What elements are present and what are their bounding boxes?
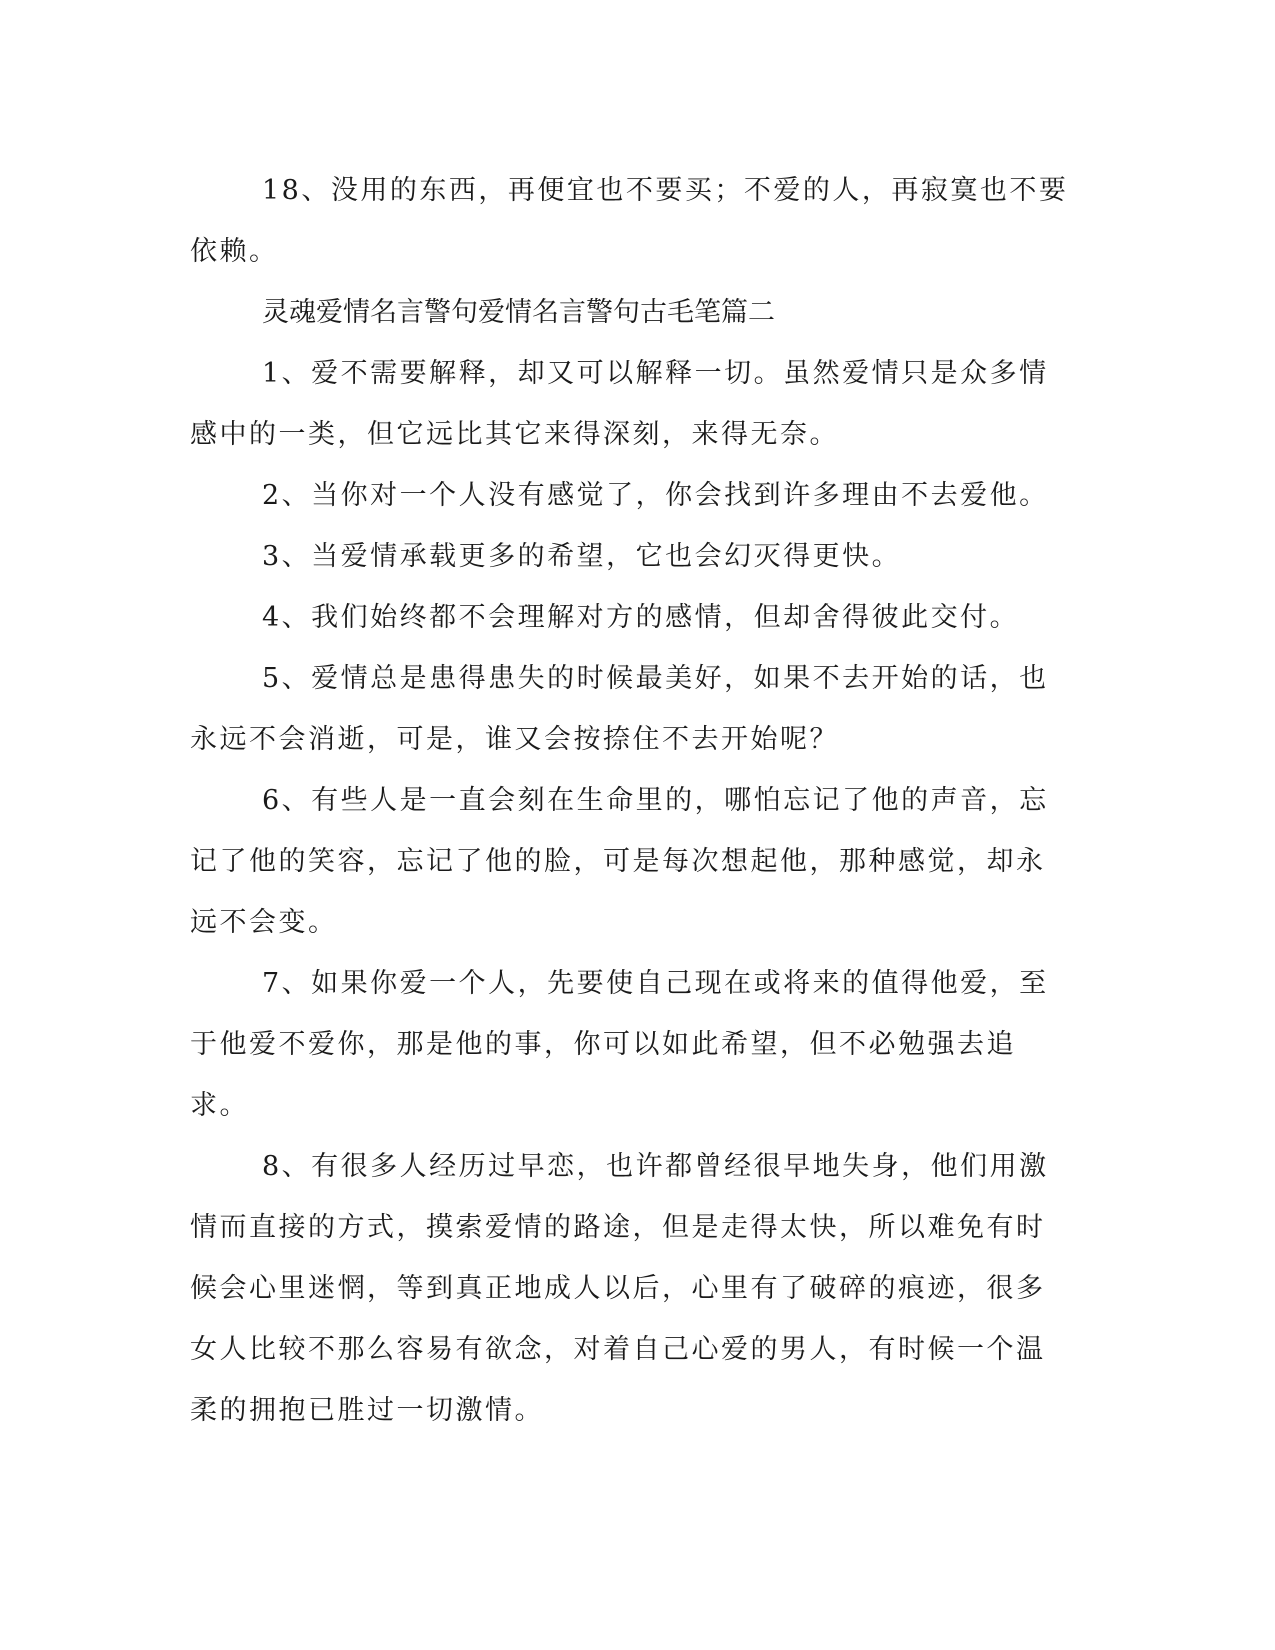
paragraph-4: 4、我们始终都不会理解对方的感情，但却舍得彼此交付。 (262, 602, 1020, 633)
document-body (190, 160, 1070, 1441)
paragraph-3: 3、当爱情承载更多的希望，它也会幻灭得更快。 (262, 541, 902, 572)
paragraph-5: 5、爱情总是患得患失的时候最美好，如果不去开始的话，也永远不会消逝，可是，谁又会按捺住不去开始呢？ (190, 663, 1049, 755)
paragraph-18: 18、没用的东西，再便宜也不要买；不爱的人，再寂寞也不要依赖。 (190, 175, 1069, 267)
paragraph-2: 2、当你对一个人没有感觉了，你会找到许多理由不去爱他。 (262, 480, 1049, 511)
paragraph-1: 1、爱不需要解释，却又可以解释一切。虽然爱情只是众多情感中的一类，但它远比其它来得深刻，来得无奈。 (190, 358, 1049, 450)
paragraph-6: 6、有些人是一直会刻在生命里的，哪怕忘记了他的声音，忘记了他的笑容，忘记了他的脸，可是每次想起他，那种感觉，却永远不会变。 (190, 785, 1049, 938)
paragraph-7: 7、如果你爱一个人，先要使自己现在或将来的值得他爱，至于他爱不爱你，那是他的事，你可以如此希望，但不必勉强去追求。 (190, 968, 1049, 1121)
paragraph-8: 8、有很多人经历过早恋，也许都曾经很早地失身，他们用激情而直接的方式，摸索爱情的路途，但是走得太快，所以难免有时候会心里迷惘，等到真正地成人以后，心里有了破碎的痕迹，很多女人比较不那么容易有欲念，对着自己心爱的男人，有时候一个温柔的拥抱已胜过一切激情。 (190, 1151, 1049, 1426)
section-heading: 灵魂爱情名言警句爱情名言警句古毛笔篇二 (262, 297, 775, 328)
